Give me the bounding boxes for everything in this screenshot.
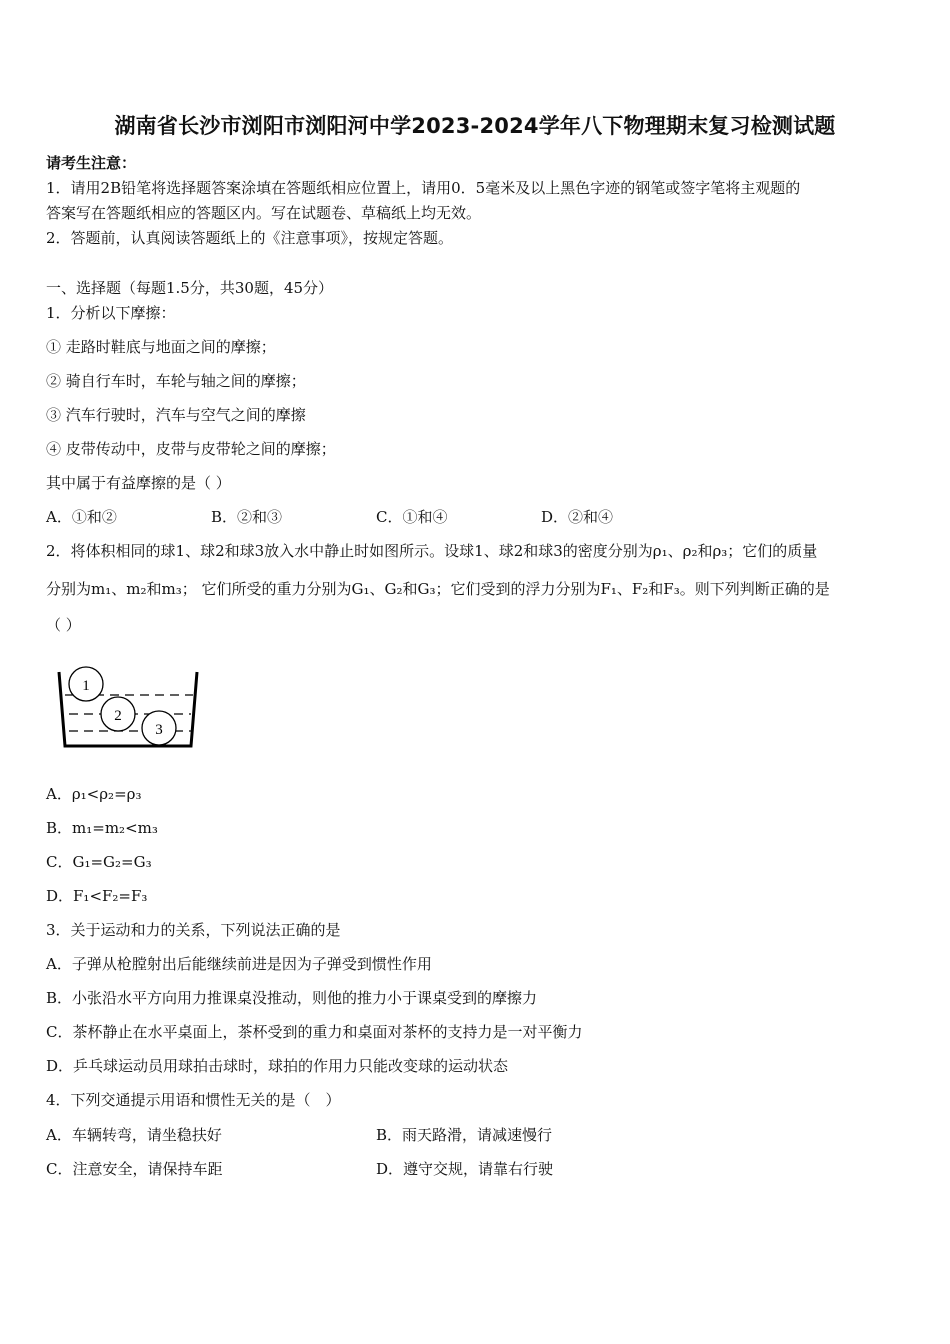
q3-option-a[interactable]: A．子弹从枪膛射出后能继续前进是因为子弹受到惯性作用 xyxy=(46,955,432,973)
q1-item-4: ④ 皮带传动中，皮带与皮带轮之间的摩擦； xyxy=(46,440,336,458)
ball-2-label: 2 xyxy=(114,708,122,724)
notice-heading: 请考生注意： xyxy=(46,154,137,172)
q2-option-a[interactable]: A．ρ₁<ρ₂=ρ₃ xyxy=(46,785,142,803)
q1-option-d[interactable]: D．②和④ xyxy=(541,508,614,526)
q2-stem-line-3: （ ） xyxy=(46,616,81,634)
q2-stem-line-2: 分别为m₁、m₂和m₃； 它们所受的重力分别为G₁、G₂和G₃；它们受到的浮力分别为F₁、F₂和F₃。则下列判断正确的是 xyxy=(46,580,830,598)
section-heading: 一、选择题（每题1.5分，共30题，45分） xyxy=(46,279,334,297)
q4-option-a[interactable]: A．车辆转弯，请坐稳扶好 xyxy=(46,1126,222,1144)
q3-stem: 3．关于运动和力的关系，下列说法正确的是 xyxy=(46,921,341,939)
ball-1-label: 1 xyxy=(82,678,90,694)
q3-option-b[interactable]: B．小张沿水平方向用力推课桌没推动，则他的推力小于课桌受到的摩擦力 xyxy=(46,989,538,1007)
q4-stem: 4．下列交通提示用语和惯性无关的是（ ） xyxy=(46,1091,341,1109)
ball-3-label: 3 xyxy=(155,722,163,738)
q4-option-b[interactable]: B．雨天路滑，请减速慢行 xyxy=(376,1126,553,1144)
q2-option-c[interactable]: C．G₁=G₂=G₃ xyxy=(46,853,152,871)
q2-option-b[interactable]: B．m₁=m₂<m₃ xyxy=(46,819,158,837)
notice-item-1-cont: 答案写在答题纸相应的答题区内。写在试题卷、草稿纸上均无效。 xyxy=(46,204,482,222)
notice-item-2: 2．答题前，认真阅读答题纸上的《注意事项》，按规定答题。 xyxy=(46,229,454,247)
notice-item-1: 1．请用2B铅笔将选择题答案涂填在答题纸相应位置上，请用0．5毫米及以上黑色字迹的钢笔或签字笔将主观题的 xyxy=(46,179,801,197)
q1-item-3: ③ 汽车行驶时，汽车与空气之间的摩擦 xyxy=(46,406,306,424)
q1-option-a[interactable]: A．①和② xyxy=(46,508,117,526)
q4-option-d[interactable]: D．遵守交规，请靠右行驶 xyxy=(376,1160,554,1178)
q1-option-c[interactable]: C．①和④ xyxy=(376,508,448,526)
q1-stem: 1．分析以下摩擦： xyxy=(46,304,176,322)
q3-option-d[interactable]: D．乒乓球运动员用球拍击球时，球拍的作用力只能改变球的运动状态 xyxy=(46,1057,509,1075)
container-figure xyxy=(55,662,205,754)
q1-item-2: ② 骑自行车时，车轮与轴之间的摩擦； xyxy=(46,372,306,390)
q4-option-c[interactable]: C．注意安全，请保持车距 xyxy=(46,1160,223,1178)
q1-option-b[interactable]: B．②和③ xyxy=(211,508,283,526)
q3-option-c[interactable]: C．茶杯静止在水平桌面上，茶杯受到的重力和桌面对茶杯的支持力是一对平衡力 xyxy=(46,1023,583,1041)
q2-option-d[interactable]: D．F₁<F₂=F₃ xyxy=(46,887,148,905)
q1-ask: 其中属于有益摩擦的是（ ） xyxy=(46,474,231,492)
exam-title: 湖南省长沙市浏阳市浏阳河中学2023-2024学年八下物理期末复习检测试题 xyxy=(114,114,836,138)
q1-item-1: ① 走路时鞋底与地面之间的摩擦； xyxy=(46,338,276,356)
q2-stem-line-1: 2．将体积相同的球1、球2和球3放入水中静止时如图所示。设球1、球2和球3的密度分别为ρ₁、ρ₂和ρ₃；它们的质量 xyxy=(46,542,818,560)
